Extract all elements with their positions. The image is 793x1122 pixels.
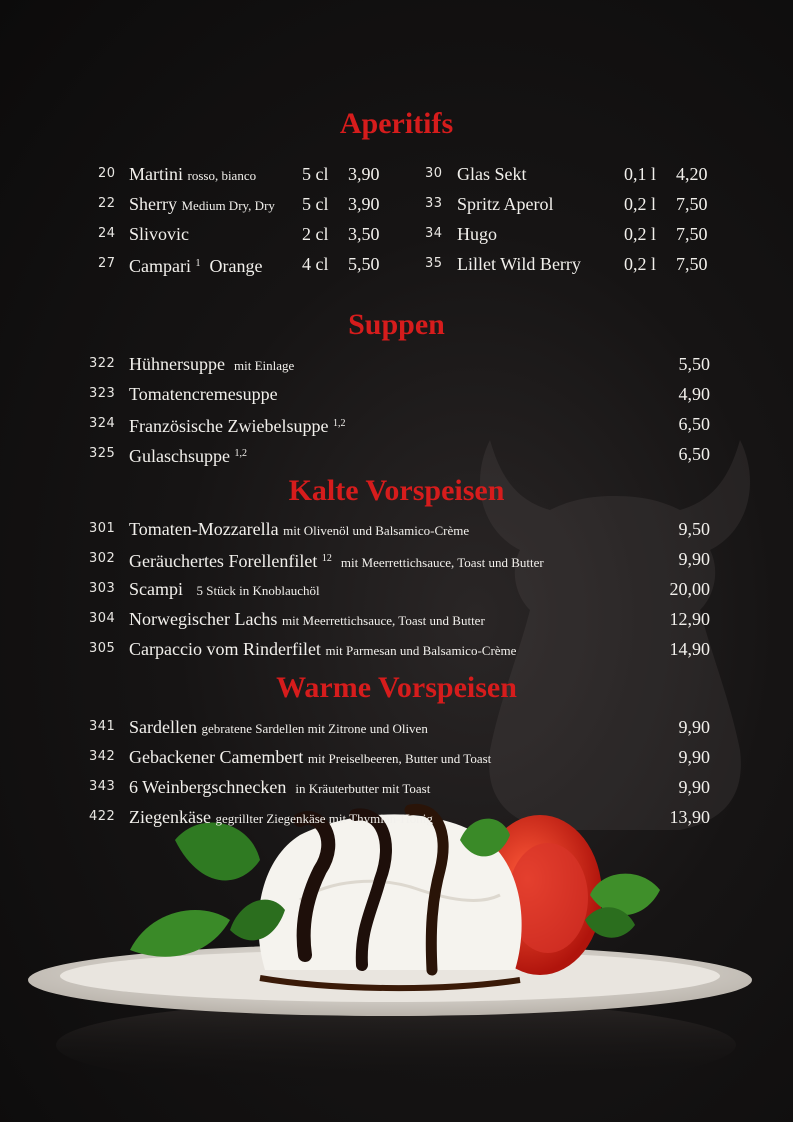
item-number: 322 — [89, 356, 116, 371]
item-name: Geräuchertes Forellenfilet $^{12}$ mit Meerrettichsauce, Toast und Butter — [129, 551, 544, 571]
item-note: Medium Dry, Dry — [181, 198, 275, 213]
item-name: Glas Sekt — [457, 164, 527, 184]
item-note: rosso, bianco — [187, 168, 257, 183]
item-number: 301 — [89, 521, 116, 536]
item-price: 7,50 — [676, 224, 708, 244]
allergen-superscript: 1,2 — [234, 448, 247, 459]
item-note: mit Preiselbeeren, Butter und Toast — [307, 751, 492, 766]
item-note: mit Meerrettichsauce, Toast und Butter — [281, 613, 485, 628]
item-number: 35 — [425, 256, 443, 271]
item-variant: Orange — [209, 256, 263, 276]
item-name: Carpaccio vom Rinderfilet mit Parmesan und Balsamico-Crème — [129, 639, 517, 659]
item-number: 22 — [98, 196, 116, 211]
item-price: 12,90 — [669, 609, 710, 629]
section-title-suppen: Suppen — [348, 308, 445, 341]
item-price: 4,20 — [676, 164, 708, 184]
menu-item — [0, 604, 793, 634]
item-price: 4,90 — [678, 384, 710, 404]
item-price: 9,90 — [678, 777, 710, 797]
menu-item — [0, 219, 793, 249]
item-price: 13,90 — [669, 807, 710, 827]
item-note: 5 Stück in Knoblauchöl — [196, 583, 320, 598]
item-quantity: 0,2 l — [624, 194, 657, 214]
item-note: gegrillter Ziegenkäse mit Thymian-Honig — [215, 811, 433, 826]
item-quantity: 5 cl — [302, 164, 329, 184]
menu-item — [0, 634, 793, 664]
item-quantity: 0,2 l — [624, 224, 657, 244]
item-note: mit Meerrettichsauce, Toast und Butter — [340, 555, 544, 570]
menu-item — [0, 439, 793, 469]
item-name: 6 Weinbergschnecken in Kräuterbutter mit Toast — [129, 777, 431, 797]
item-number: 303 — [89, 581, 116, 596]
item-name: Gulaschsuppe $^{1,2}$ — [129, 446, 247, 466]
menu-item — [0, 802, 793, 832]
item-price: 5,50 — [348, 254, 380, 274]
item-quantity: 5 cl — [302, 194, 329, 214]
section-title-warme-vorspeisen: Warme Vorspeisen — [276, 671, 517, 704]
item-quantity: 2 cl — [302, 224, 329, 244]
item-price: 9,90 — [678, 549, 710, 569]
menu-item — [0, 409, 793, 439]
item-price: 7,50 — [676, 194, 708, 214]
item-price: 20,00 — [669, 579, 710, 599]
item-number: 30 — [425, 166, 443, 181]
item-number: 33 — [425, 196, 443, 211]
item-quantity: 4 cl — [302, 254, 329, 274]
item-name: Sherry Medium Dry, Dry — [129, 194, 275, 214]
item-name: Lillet Wild Berry — [457, 254, 581, 274]
item-name: Norwegischer Lachs mit Meerrettichsauce, Toast und Butter — [129, 609, 485, 629]
item-number: 342 — [89, 749, 116, 764]
item-price: 3,90 — [348, 164, 380, 184]
section-title-kalte-vorspeisen: Kalte Vorspeisen — [288, 474, 505, 507]
menu-item — [0, 514, 793, 544]
item-name: Hühnersuppe mit Einlage — [129, 354, 295, 374]
item-price: 5,50 — [678, 354, 710, 374]
item-note: in Kräuterbutter mit Toast — [295, 781, 431, 796]
item-name: Spritz Aperol — [457, 194, 554, 214]
menu-item — [0, 742, 793, 772]
item-quantity: 0,2 l — [624, 254, 657, 274]
menu-item — [0, 249, 793, 279]
item-number: 304 — [89, 611, 116, 626]
menu-item — [0, 772, 793, 802]
item-name: Gebackener Camembert mit Preiselbeeren, Butter und Toast — [129, 747, 492, 767]
item-number: 323 — [89, 386, 116, 401]
item-name: Hugo — [457, 224, 497, 244]
item-price: 9,90 — [678, 747, 710, 767]
item-name: Sardellen gebratene Sardellen mit Zitrone und Oliven — [129, 717, 428, 737]
item-name: Tomaten-Mozzarella mit Olivenöl und Balsamico-Crème — [129, 519, 470, 539]
allergen-superscript: 12 — [321, 553, 332, 564]
item-number: 27 — [98, 256, 116, 271]
item-price: 9,90 — [678, 717, 710, 737]
item-name: Ziegenkäse gegrillter Ziegenkäse mit Thymian-Honig — [129, 807, 433, 827]
item-note: gebratene Sardellen mit Zitrone und Oliven — [201, 721, 428, 736]
item-name: Campari $^1$ Orange — [129, 256, 263, 276]
menu-item — [0, 574, 793, 604]
item-number: 24 — [98, 226, 116, 241]
item-price: 7,50 — [676, 254, 708, 274]
item-price: 3,90 — [348, 194, 380, 214]
item-name: Tomatencremesuppe — [129, 384, 278, 404]
menu-item — [0, 189, 793, 219]
item-price: 6,50 — [678, 414, 710, 434]
item-number: 302 — [89, 551, 116, 566]
item-note: mit Olivenöl und Balsamico-Crème — [283, 523, 470, 538]
allergen-superscript: 1,2 — [332, 418, 346, 429]
item-name: Französische Zwiebelsuppe $^{1,2}$ — [129, 416, 346, 436]
item-note: mit Parmesan und Balsamico-Crème — [325, 643, 517, 658]
item-number: 343 — [89, 779, 116, 794]
item-name: Slivovic — [129, 224, 190, 244]
item-number: 422 — [89, 809, 116, 824]
item-price: 9,50 — [678, 519, 710, 539]
item-number: 325 — [89, 446, 116, 461]
allergen-superscript: 1 — [195, 258, 201, 269]
item-price: 14,90 — [669, 639, 710, 659]
menu-item — [0, 544, 793, 574]
item-number: 305 — [89, 641, 116, 656]
section-title-aperitifs: Aperitifs — [339, 107, 454, 140]
item-number: 324 — [89, 416, 116, 431]
item-number: 341 — [89, 719, 116, 734]
item-note: mit Einlage — [233, 358, 295, 373]
menu-item — [0, 379, 793, 409]
item-number: 20 — [98, 166, 116, 181]
item-price: 6,50 — [678, 444, 710, 464]
item-quantity: 0,1 l — [624, 164, 657, 184]
item-price: 3,50 — [348, 224, 380, 244]
menu-item — [0, 349, 793, 379]
item-name: Scampi 5 Stück in Knoblauchöl — [129, 579, 320, 599]
menu-item — [0, 159, 793, 189]
menu-item — [0, 712, 793, 742]
item-number: 34 — [425, 226, 443, 241]
item-name: Martini rosso, bianco — [129, 164, 257, 184]
